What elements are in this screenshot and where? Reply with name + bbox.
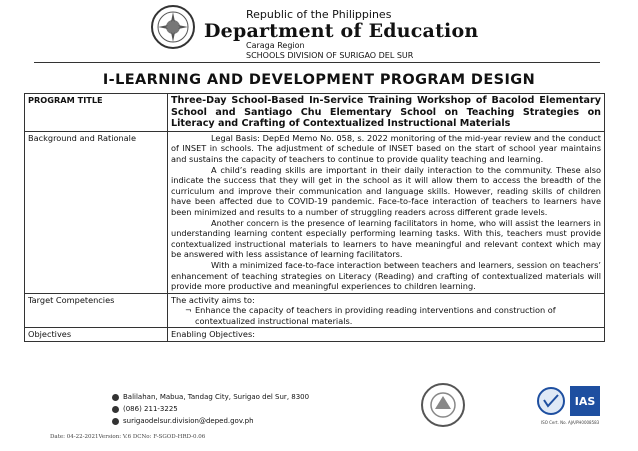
objectives-cell — [168, 328, 605, 342]
department-name: Department of Education — [204, 20, 479, 42]
table-row — [25, 131, 605, 293]
objectives-intro: Enabling Objectives: — [171, 329, 255, 340]
email-text[interactable]: surigaodelsur.division@deped.gov.ph — [123, 417, 254, 425]
table-row — [25, 94, 605, 132]
list-item — [171, 305, 601, 326]
program-title-value: Three-Day School-Based In-Service Training Workshop of Bacolod Elementary School and Santiago Chu Elementary School on Teaching Strategies on Literacy and Crafting of Contextualized Instructional Materials — [171, 95, 601, 130]
ias-logo: IAS — [570, 386, 600, 416]
background-cell — [168, 131, 605, 293]
target-item: Enhance the capacity of teachers in providing reading interventions and construction of contextualized instructional materials. — [195, 305, 556, 326]
certification-seal-icon — [536, 386, 566, 416]
region-line: Caraga Region — [246, 41, 305, 50]
header-divider — [34, 62, 600, 63]
background-paragraph: Another concern is the presence of learning facilitators in home, who will assist the learners in understanding learning content especially performing learning tasks. With this, teachers must provide contextualized instructional materials to learners to have meaningful and relevant context which may be answered with less assistance of learning facilitators. — [171, 217, 601, 260]
phone-text: (086) 211-3225 — [123, 405, 178, 413]
phone-icon — [112, 406, 119, 413]
address-text: Balilahan, Mabua, Tandag City, Surigao del Sur, 8300 — [123, 393, 310, 401]
republic-line: Republic of the Philippines — [246, 8, 392, 21]
deped-seal-icon — [150, 4, 196, 50]
certification-number: ISO Cert. No. AJA/PH0008583 — [541, 420, 600, 425]
bullet-icon: ¬ — [185, 305, 192, 316]
program-design-table — [24, 93, 605, 342]
program-title-label: PROGRAM TITLE — [25, 94, 168, 132]
document-title: I-LEARNING AND DEVELOPMENT PROGRAM DESIGN — [102, 72, 536, 88]
background-label: Background and Rationale — [25, 131, 168, 293]
background-paragraph: With a minimized face-to-face interaction between teachers and learners, session on teachers’ enhancement of teaching strategies on Literacy (Reading) and crafting of contextualized materials will provide more productive and meaningful experiences to children learning. — [171, 259, 601, 292]
document-code: Date: 04-22-2021Version: V.6 DCNo: F-SGOD-HRD-0.06 — [50, 434, 206, 440]
background-paragraph: A child’s reading skills are important in their daily interaction to the community. These also indicate the success that they will get in the school as it will allow them to access the breadth of the curriculum and improve their communication and language skills. However, reading skills of children have been affected due to COVID-19 pandemic. Face-to-face interaction of teachers to learners have been minimized and results to a number of struggling readers across different grade levels. — [171, 164, 601, 217]
target-competencies-cell — [168, 293, 605, 328]
phone-line — [112, 405, 178, 413]
footer — [0, 378, 638, 451]
table-row — [25, 328, 605, 342]
table-row — [25, 293, 605, 328]
email-icon — [112, 418, 119, 425]
objectives-label: Objectives — [25, 328, 168, 342]
program-title-cell — [168, 94, 605, 132]
location-icon — [112, 394, 119, 401]
target-intro: The activity aims to: — [171, 294, 255, 305]
division-line: SCHOOLS DIVISION OF SURIGAO DEL SUR — [246, 51, 414, 60]
address-line — [112, 393, 309, 401]
division-logo-icon — [420, 382, 466, 428]
background-paragraph: Legal Basis: DepEd Memo No. 058, s. 2022 monitoring of the mid-year review and the conduct of INSET in schools. The adjustment of schedule of INSET based on the start of school year maintains and sustains the capacity of teachers to continue to provide quality teaching and learning. — [171, 132, 601, 164]
target-competencies-label: Target Competencies — [25, 293, 168, 328]
letterhead — [0, 0, 638, 66]
email-line[interactable] — [112, 417, 254, 425]
